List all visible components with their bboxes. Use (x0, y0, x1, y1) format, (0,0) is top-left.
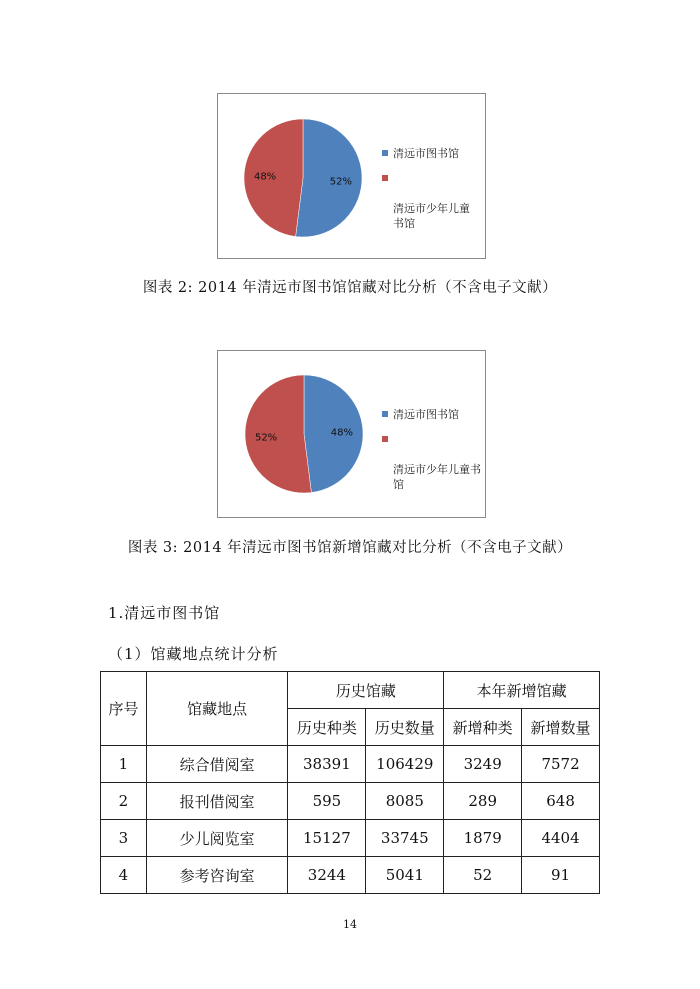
table-row (101, 746, 600, 783)
header-history-count: 历史数量 (366, 709, 444, 746)
legend-item-qingyuan-library (382, 407, 493, 422)
legend-label: 清远市图书馆 (393, 147, 459, 160)
cell-location: 综合借阅室 (146, 746, 288, 783)
figure-caption-3: 图表 3: 2014 年清远市图书馆新增馆藏对比分析（不含电子文献） (127, 540, 573, 556)
legend-swatch-blue (382, 411, 388, 417)
subsection-title: （1）馆藏地点统计分析 (108, 645, 279, 663)
cell-new-count: 7572 (522, 746, 600, 783)
pie-chart-new-collection (217, 350, 486, 518)
cell-index: 2 (101, 783, 147, 820)
cell-new-count: 648 (522, 783, 600, 820)
cell-history-types: 15127 (288, 820, 366, 857)
cell-location: 报刊借阅室 (146, 783, 288, 820)
cell-index: 1 (101, 746, 147, 783)
chart-legend (382, 407, 498, 502)
cell-history-count: 5041 (366, 857, 444, 894)
cell-index: 4 (101, 857, 147, 894)
collection-location-table (100, 671, 600, 894)
legend-item-children-library (382, 171, 493, 231)
legend-swatch-red (382, 175, 388, 181)
table-row (101, 820, 600, 857)
table-row (101, 783, 600, 820)
cell-index: 3 (101, 820, 147, 857)
cell-location: 参考咨询室 (146, 857, 288, 894)
cell-history-types: 38391 (288, 746, 366, 783)
legend-swatch-red (382, 436, 388, 442)
figure-caption-2: 图表 2: 2014 年清远市图书馆馆藏对比分析（不含电子文献） (142, 280, 558, 296)
pie-data-label: 52% (254, 432, 278, 444)
header-new-count: 新增数量 (522, 709, 600, 746)
header-index: 序号 (101, 672, 147, 746)
chart-legend (382, 146, 493, 241)
header-history-group: 历史馆藏 (288, 672, 444, 709)
table-row (101, 857, 600, 894)
table-header-row (101, 672, 600, 709)
section-title: 1.清远市图书馆 (108, 604, 221, 622)
page-number: 14 (343, 918, 357, 931)
legend-label: 清远市少年儿童书 馆 (393, 463, 481, 491)
legend-item-qingyuan-library (382, 146, 493, 161)
cell-location: 少儿阅览室 (146, 820, 288, 857)
pie-data-label: 52% (329, 176, 353, 188)
cell-new-types: 1879 (444, 820, 522, 857)
header-new-types: 新增种类 (444, 709, 522, 746)
cell-new-count: 91 (522, 857, 600, 894)
legend-item-children-library (382, 432, 498, 492)
pie-data-label: 48% (253, 171, 277, 183)
cell-history-count: 33745 (366, 820, 444, 857)
pie-chart-collection (217, 93, 486, 259)
cell-history-types: 3244 (288, 857, 366, 894)
header-new-group: 本年新增馆藏 (444, 672, 600, 709)
legend-label: 清远市少年儿童 书馆 (393, 202, 470, 230)
cell-new-types: 289 (444, 783, 522, 820)
pie-data-label: 48% (330, 427, 354, 439)
cell-new-types: 52 (444, 857, 522, 894)
header-history-types: 历史种类 (288, 709, 366, 746)
cell-history-types: 595 (288, 783, 366, 820)
cell-new-types: 3249 (444, 746, 522, 783)
legend-swatch-blue (382, 150, 388, 156)
header-location: 馆藏地点 (146, 672, 288, 746)
cell-new-count: 4404 (522, 820, 600, 857)
legend-label: 清远市图书馆 (393, 408, 459, 421)
cell-history-count: 106429 (366, 746, 444, 783)
cell-history-count: 8085 (366, 783, 444, 820)
